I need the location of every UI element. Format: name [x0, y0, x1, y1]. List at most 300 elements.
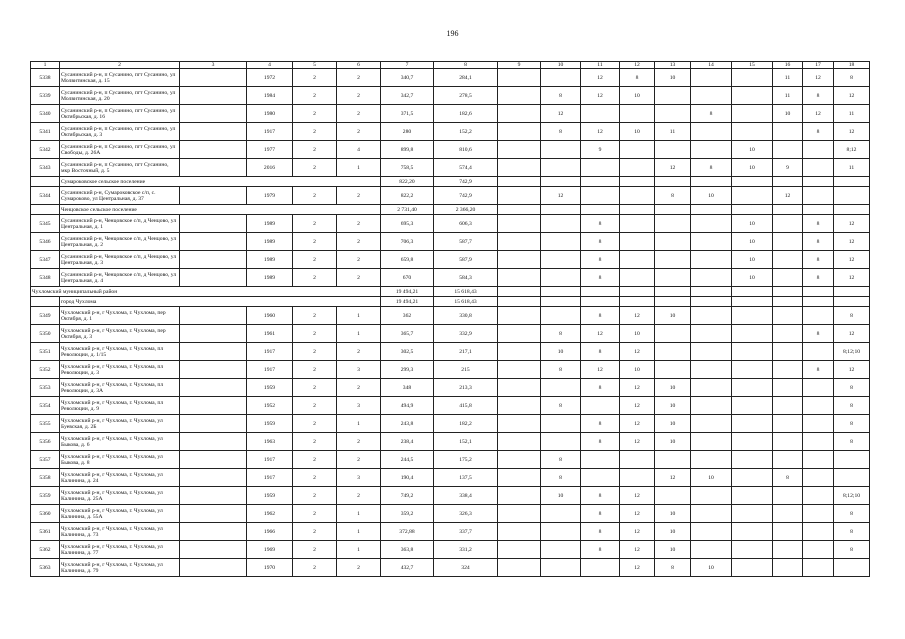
table-cell: 2: [293, 379, 337, 397]
table-cell: 5357: [31, 451, 60, 469]
table-cell: [773, 233, 803, 251]
table-cell: [541, 233, 581, 251]
table-cell: 5351: [31, 343, 60, 361]
table-cell: 2: [293, 187, 337, 205]
table-cell: [732, 523, 773, 541]
table-cell: 2: [337, 559, 381, 577]
table-cell: 8: [581, 251, 620, 269]
table-cell: 12: [620, 62, 655, 69]
table-cell: [732, 69, 773, 87]
table-cell: 12: [620, 397, 655, 415]
table-cell: 10: [620, 325, 655, 343]
table-cell: [180, 233, 247, 251]
table-cell: 8: [834, 307, 870, 325]
table-cell: 8: [834, 397, 870, 415]
table-cell: [581, 287, 620, 297]
table-cell: 2: [293, 251, 337, 269]
table-cell: [180, 307, 247, 325]
table-cell: Чухломский р-н, г Чухлома, г. Чухлома, пер Октября, д. 1: [60, 307, 180, 325]
table-cell: 5363: [31, 559, 60, 577]
table-cell: [498, 205, 541, 215]
table-cell: 2: [293, 433, 337, 451]
table-cell: [803, 307, 834, 325]
table-cell: 5355: [31, 415, 60, 433]
table-cell: 338,4: [434, 487, 498, 505]
table-cell: 12: [803, 105, 834, 123]
table-cell: 1984: [247, 87, 293, 105]
table-cell: [541, 159, 581, 177]
table-row: [31, 123, 870, 141]
table-cell: [581, 469, 620, 487]
table-cell: 10: [732, 141, 773, 159]
table-cell: 12: [834, 269, 870, 287]
table-cell: 822,2: [381, 187, 434, 205]
table-cell: 8: [541, 87, 581, 105]
table-cell: 152,1: [434, 433, 498, 451]
table-cell: 152,2: [434, 123, 498, 141]
table-cell: 8: [620, 69, 655, 87]
table-cell: 8: [434, 62, 498, 69]
table-cell: 12: [620, 433, 655, 451]
table-cell: [803, 141, 834, 159]
table-cell: 8: [541, 325, 581, 343]
table-cell: 670: [381, 269, 434, 287]
table-cell: [498, 487, 541, 505]
table-cell: 1917: [247, 123, 293, 141]
table-cell: 2016: [247, 159, 293, 177]
table-cell: 1962: [247, 505, 293, 523]
table-cell: 10: [732, 251, 773, 269]
table-cell: [620, 141, 655, 159]
table-cell: 8: [803, 251, 834, 269]
table-cell: 5361: [31, 523, 60, 541]
table-cell: 8: [691, 105, 732, 123]
table-cell: 1959: [247, 379, 293, 397]
table-cell: Сусанинский р-н, п Сусанино, пгт Сусанино, ул Свободы, д. 26А: [60, 141, 180, 159]
table-cell: [803, 469, 834, 487]
table-cell: Сусанинский р-н, п Сусанино, пгт Сусанино, ул Молвитинская, д. 15: [60, 69, 180, 87]
table-cell: [773, 297, 803, 307]
table-cell: [180, 541, 247, 559]
table-cell: 3: [337, 469, 381, 487]
table-cell: [655, 343, 691, 361]
table-cell: [655, 141, 691, 159]
table-cell: 12: [834, 215, 870, 233]
table-cell: 1: [337, 325, 381, 343]
table-cell: 12: [834, 361, 870, 379]
table-cell: [834, 205, 870, 215]
table-cell: [773, 379, 803, 397]
table-cell: [773, 141, 803, 159]
table-cell: [180, 505, 247, 523]
table-cell: [180, 69, 247, 87]
table-cell: 2 366,20: [434, 205, 498, 215]
table-cell: 1989: [247, 215, 293, 233]
table-cell: 2: [293, 505, 337, 523]
table-cell: 584,3: [434, 269, 498, 287]
table-cell: 12: [581, 69, 620, 87]
table-cell: [773, 123, 803, 141]
table-cell: 12: [581, 361, 620, 379]
table-cell: [834, 451, 870, 469]
table-row: [31, 233, 870, 251]
table-cell: 19 494,21: [381, 287, 434, 297]
table-cell: 12: [620, 541, 655, 559]
table-cell: Чухломский р-н, г Чухлома, г. Чухлома, пер Октября, д. 3: [60, 325, 180, 343]
table-cell: [691, 307, 732, 325]
table-cell: 10: [620, 361, 655, 379]
table-cell: 182,2: [434, 415, 498, 433]
table-cell: 1: [337, 523, 381, 541]
table-cell: 8: [803, 233, 834, 251]
table-cell: 2: [293, 325, 337, 343]
table-cell: [732, 307, 773, 325]
table-cell: Чухломский р-н, г Чухлома, г. Чухлома, пл Революции, д. 3: [60, 361, 180, 379]
table-cell: 10: [655, 379, 691, 397]
table-cell: 749,2: [381, 487, 434, 505]
table-cell: 17: [803, 62, 834, 69]
table-cell: [498, 433, 541, 451]
table-cell: 8: [581, 215, 620, 233]
table-cell: 2: [293, 123, 337, 141]
table-cell: [541, 251, 581, 269]
table-cell: 1959: [247, 415, 293, 433]
table-cell: 10: [620, 123, 655, 141]
table-cell: 11: [581, 62, 620, 69]
table-cell: 5340: [31, 105, 60, 123]
table-cell: 494,9: [381, 397, 434, 415]
table-cell: Чухломский р-н, г Чухлома, г. Чухлома, ул Калинина, д. 77: [60, 541, 180, 559]
table-cell: город Чухлома: [60, 297, 381, 307]
table-cell: [803, 433, 834, 451]
table-cell: 8: [834, 379, 870, 397]
table-cell: [834, 297, 870, 307]
table-cell: 11: [773, 87, 803, 105]
table-cell: [691, 325, 732, 343]
table-cell: 1917: [247, 469, 293, 487]
table-cell: 342,7: [381, 87, 434, 105]
table-cell: [655, 325, 691, 343]
table-cell: 8: [581, 523, 620, 541]
table-cell: [773, 343, 803, 361]
table-cell: [803, 187, 834, 205]
table-cell: 5350: [31, 325, 60, 343]
table-cell: Чухломский р-н, г Чухлома, г. Чухлома, ул Буевская, д. 2Б: [60, 415, 180, 433]
table-cell: Чухломский р-н, г Чухлома, г. Чухлома, ул Калинина, д. 73: [60, 523, 180, 541]
table-cell: [498, 123, 541, 141]
table-cell: 606,3: [434, 215, 498, 233]
table-cell: [180, 123, 247, 141]
table-cell: [541, 287, 581, 297]
table-cell: 742,9: [434, 177, 498, 187]
table-cell: [581, 177, 620, 187]
table-cell: [541, 141, 581, 159]
table-cell: [180, 397, 247, 415]
table-cell: [655, 451, 691, 469]
table-cell: [803, 297, 834, 307]
table-cell: 8;12: [834, 141, 870, 159]
table-cell: [498, 325, 541, 343]
table-cell: 2: [293, 69, 337, 87]
table-cell: [498, 505, 541, 523]
table-cell: 5345: [31, 215, 60, 233]
table-cell: 363,8: [381, 541, 434, 559]
table-cell: [691, 361, 732, 379]
table-cell: 359,2: [381, 505, 434, 523]
table-cell: 1917: [247, 343, 293, 361]
table-cell: [691, 269, 732, 287]
table-cell: 2: [337, 433, 381, 451]
table-cell: 706,3: [381, 233, 434, 251]
table-cell: [803, 505, 834, 523]
table-cell: 1970: [247, 559, 293, 577]
table-row: [31, 541, 870, 559]
table-cell: 5341: [31, 123, 60, 141]
table-row: [31, 159, 870, 177]
table-cell: [498, 287, 541, 297]
table-cell: 5359: [31, 487, 60, 505]
table-cell: Сусанинский р-н, Ченцовское с/п, д Ченцово, ул Центральная, д. 3: [60, 251, 180, 269]
table-cell: [803, 397, 834, 415]
table-row: [31, 505, 870, 523]
table-cell: 695,3: [381, 215, 434, 233]
table-cell: 11: [655, 123, 691, 141]
table-cell: 2: [293, 159, 337, 177]
table-cell: 2: [60, 62, 180, 69]
table-cell: [691, 523, 732, 541]
table-cell: [691, 451, 732, 469]
table-cell: Чухломский р-н, г Чухлома, г. Чухлома, ул Быкова, д. 8: [60, 451, 180, 469]
table-cell: [691, 505, 732, 523]
table-row: [31, 415, 870, 433]
table-cell: 10: [655, 397, 691, 415]
table-cell: 12: [620, 415, 655, 433]
table-cell: 175,2: [434, 451, 498, 469]
table-cell: 8: [541, 397, 581, 415]
header-row: [31, 62, 870, 69]
table-cell: 16: [773, 62, 803, 69]
table-cell: 1963: [247, 433, 293, 451]
table-cell: 8: [581, 343, 620, 361]
table-cell: [691, 379, 732, 397]
table-cell: [541, 433, 581, 451]
table-row: [31, 397, 870, 415]
table-cell: 432,7: [381, 559, 434, 577]
table-cell: Чухломский муниципальный район: [31, 287, 381, 297]
table-cell: 5360: [31, 505, 60, 523]
table-cell: 12: [773, 187, 803, 205]
table-cell: 365,7: [381, 325, 434, 343]
table-cell: 2: [293, 105, 337, 123]
table-cell: [732, 205, 773, 215]
table-cell: [180, 159, 247, 177]
table-cell: [732, 469, 773, 487]
table-cell: 587,9: [434, 251, 498, 269]
table-cell: [498, 541, 541, 559]
table-cell: 2: [337, 233, 381, 251]
table-cell: 10: [541, 62, 581, 69]
table-cell: [620, 215, 655, 233]
table-cell: [541, 307, 581, 325]
table-cell: 2: [337, 123, 381, 141]
table-cell: [691, 233, 732, 251]
table-cell: 5346: [31, 233, 60, 251]
table-cell: [732, 177, 773, 187]
table-cell: 1: [337, 541, 381, 559]
table-cell: [773, 307, 803, 325]
table-cell: [655, 361, 691, 379]
table-cell: 10: [655, 307, 691, 325]
table-cell: [620, 177, 655, 187]
table-cell: 14: [691, 62, 732, 69]
table-cell: 217,1: [434, 343, 498, 361]
table-cell: 2: [293, 397, 337, 415]
table-cell: Ченцовское сельское поселение: [60, 205, 381, 215]
table-cell: 2: [293, 361, 337, 379]
table-cell: 12: [620, 379, 655, 397]
table-cell: 8: [803, 325, 834, 343]
table-cell: 371,5: [381, 105, 434, 123]
table-cell: 5348: [31, 269, 60, 287]
table-cell: [541, 541, 581, 559]
table-cell: 13: [655, 62, 691, 69]
table-row: [31, 269, 870, 287]
table-cell: 1989: [247, 251, 293, 269]
table-cell: [732, 505, 773, 523]
table-cell: 213,3: [434, 379, 498, 397]
table-cell: 2: [337, 187, 381, 205]
table-row: [31, 559, 870, 577]
table-cell: 5358: [31, 469, 60, 487]
table-cell: [620, 251, 655, 269]
table-cell: [620, 205, 655, 215]
table-body: [31, 62, 870, 577]
table-cell: Сусанинский р-н, п Сусанино, пгт Сусанино, ул Октябрьская, д. 16: [60, 105, 180, 123]
table-cell: [732, 397, 773, 415]
table-cell: Сусанинский р-н, Ченцовское с/п, д Ченцово, ул Центральная, д. 2: [60, 233, 180, 251]
table-cell: 299,3: [381, 361, 434, 379]
table-cell: 899,8: [381, 141, 434, 159]
table-cell: 1989: [247, 269, 293, 287]
table-cell: 2: [293, 451, 337, 469]
table-cell: 8: [541, 451, 581, 469]
table-cell: [803, 159, 834, 177]
table-cell: [732, 105, 773, 123]
table-cell: [581, 105, 620, 123]
table-cell: [180, 559, 247, 577]
table-cell: 8: [581, 233, 620, 251]
table-cell: Чухломский р-н, г Чухлома, г. Чухлома, ул Калинина, д. 24: [60, 469, 180, 487]
table-cell: [691, 433, 732, 451]
table-cell: 2: [337, 451, 381, 469]
table-cell: [655, 287, 691, 297]
table-cell: 10: [773, 105, 803, 123]
table-row: [31, 325, 870, 343]
table-cell: [773, 487, 803, 505]
table-cell: [773, 287, 803, 297]
table-cell: [541, 177, 581, 187]
table-cell: 2: [293, 215, 337, 233]
table-cell: Сусанинский р-н, п Сусанино, пгт Сусанино, ул Октябрьская, д. 3: [60, 123, 180, 141]
table-cell: 12: [620, 487, 655, 505]
table-cell: [803, 559, 834, 577]
table-cell: [31, 205, 60, 215]
table-cell: 2: [337, 343, 381, 361]
table-cell: 2: [293, 469, 337, 487]
table-cell: [180, 325, 247, 343]
table-cell: 8: [581, 415, 620, 433]
table-cell: 1977: [247, 141, 293, 159]
table-cell: 12: [620, 307, 655, 325]
table-cell: 9: [773, 159, 803, 177]
table-cell: 1980: [247, 105, 293, 123]
table-cell: 10: [732, 269, 773, 287]
table-cell: [803, 487, 834, 505]
table-cell: 18: [834, 62, 870, 69]
table-cell: [541, 523, 581, 541]
table-cell: 1952: [247, 397, 293, 415]
table-row: [31, 361, 870, 379]
table-cell: [834, 177, 870, 187]
table-cell: [620, 159, 655, 177]
table-cell: 2: [293, 269, 337, 287]
table-cell: 12: [620, 343, 655, 361]
table-cell: [834, 469, 870, 487]
table-cell: [541, 505, 581, 523]
table-cell: [541, 69, 581, 87]
table-cell: [620, 105, 655, 123]
table-row: [31, 307, 870, 325]
table-cell: [655, 269, 691, 287]
table-cell: [691, 205, 732, 215]
table-cell: 15 618,43: [434, 287, 498, 297]
table-cell: Сусанинский р-н, Сумароковское с/п, с. Сумароково, ул Центральная, д. 37: [60, 187, 180, 205]
table-cell: [541, 215, 581, 233]
table-cell: 340,7: [381, 69, 434, 87]
table-cell: Сусанинский р-н, п Сусанино, пгт Сусанино, ул Молвитинская, д. 20: [60, 87, 180, 105]
table-cell: [180, 87, 247, 105]
table-cell: 1: [337, 415, 381, 433]
table-cell: [180, 215, 247, 233]
table-cell: 8: [803, 123, 834, 141]
table-cell: [620, 287, 655, 297]
table-cell: 7: [381, 62, 434, 69]
table-cell: 19 494,21: [381, 297, 434, 307]
table-cell: [498, 233, 541, 251]
table-cell: [498, 187, 541, 205]
table-cell: [691, 177, 732, 187]
table-cell: [803, 541, 834, 559]
table-cell: [180, 523, 247, 541]
district-row: [31, 287, 870, 297]
table-cell: [498, 141, 541, 159]
table-cell: 2: [337, 251, 381, 269]
table-cell: 8: [541, 123, 581, 141]
table-cell: [691, 87, 732, 105]
table-cell: [834, 559, 870, 577]
table-cell: 137,5: [434, 469, 498, 487]
table-cell: [691, 415, 732, 433]
table-cell: 10: [655, 415, 691, 433]
table-cell: [773, 215, 803, 233]
table-cell: 9: [581, 141, 620, 159]
table-cell: 2: [293, 523, 337, 541]
table-cell: 2: [293, 233, 337, 251]
table-cell: [691, 343, 732, 361]
table-cell: [498, 307, 541, 325]
table-row: [31, 343, 870, 361]
table-cell: 587,7: [434, 233, 498, 251]
